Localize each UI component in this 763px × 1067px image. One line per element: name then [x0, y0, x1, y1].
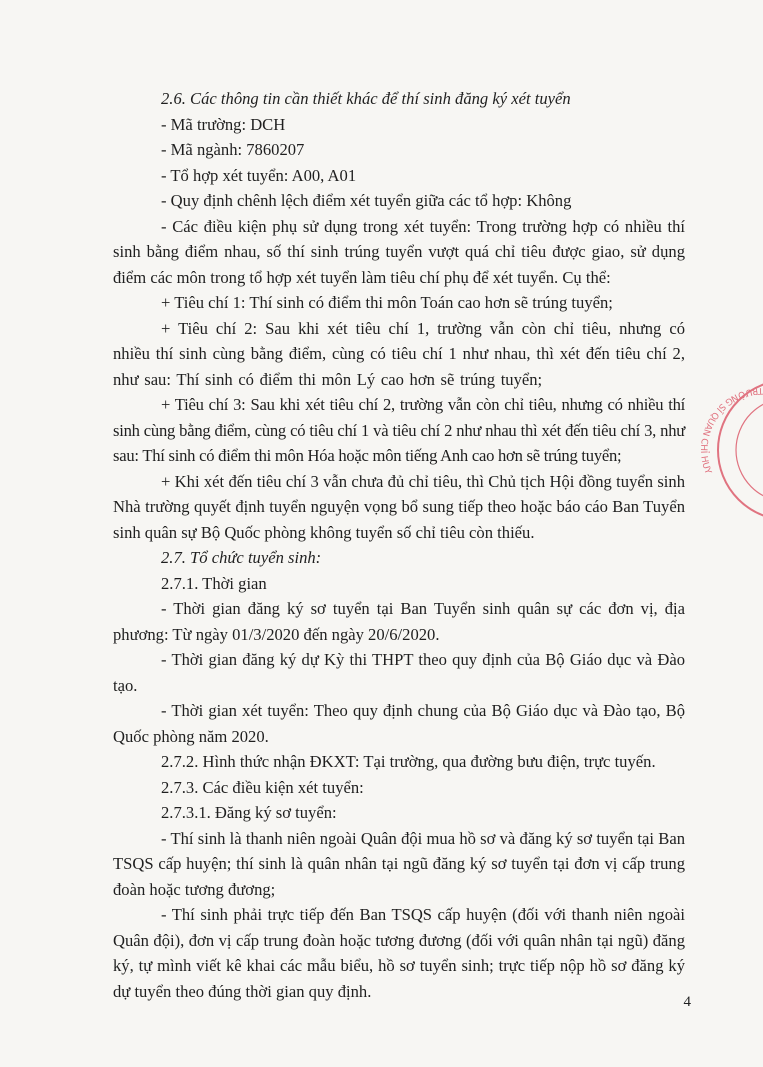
- paragraph-score-difference: - Quy định chênh lệch điểm xét tuyển giữa các tổ hợp: Không: [161, 191, 572, 210]
- paragraph-criterion-1: + Tiêu chí 1: Thí sinh có điểm thi môn Toán cao hơn sẽ trúng tuyển;: [161, 293, 613, 312]
- paragraph-direct-registration: - Thí sinh phải trực tiếp đến Ban TSQS cấp huyện (đối với thanh niên ngoài Quân đội), đơn vị cấp trung đoàn hoặc tương đương (đối với quân nhân tại ngũ) đăng ký, tự mình viết kê khai các mẫu biểu, hồ sơ tuyển sinh; trực tiếp nộp hồ sơ đăng ký dự tuyển theo đúng thời gian quy định.: [113, 905, 685, 1001]
- paragraph-subject-combination: - Tổ hợp xét tuyển: A00, A01: [161, 165, 357, 185]
- subheading-2-7-3-1: 2.7.3.1. Đăng ký sơ tuyển:: [161, 803, 337, 822]
- paragraph-criterion-2: + Tiêu chí 2: Sau khi xét tiêu chí 1, trường vẫn còn chỉ tiêu, nhưng có nhiều thí sinh cùng bằng điểm, cùng có tiêu chí 1 như nhau, thì xét đến tiêu chí 2, như sau: Thí sinh có điểm thi môn Lý cao hơn sẽ trúng tuyển;: [113, 318, 685, 389]
- paragraph-civilian-registration: - Thí sinh là thanh niên ngoài Quân đội mua hồ sơ và đăng ký sơ tuyển tại Ban TSQS cấp huyện; thí sinh là quân nhân tại ngũ đăng ký sơ tuyển tại đơn vị cấp trung đoàn hoặc tương đương;: [113, 828, 685, 899]
- section-heading-2-7: 2.7. Tổ chức tuyển sinh:: [161, 548, 322, 567]
- paragraph-criterion-shortfall: + Khi xét đến tiêu chí 3 vẫn chưa đủ chỉ tiêu, thì Chủ tịch Hội đồng tuyển sinh Nhà trường quyết định tuyển nguyện vọng bổ sung tiếp theo hoặc báo cáo Ban Tuyển sinh quân sự Bộ Quốc phòng không tuyển số chỉ tiêu còn thiếu.: [113, 471, 685, 542]
- seal-text: TRƯỜNG SĨ QUAN CHỈ HUY: [697, 384, 763, 476]
- document-body: [113, 86, 685, 1004]
- paragraph-exam-registration-time: - Thời gian đăng ký dự Kỳ thi THPT theo quy định của Bộ Giáo dục và Đào tạo.: [113, 650, 685, 695]
- paragraph-submission-method: 2.7.2. Hình thức nhận ĐKXT: Tại trường, qua đường bưu điện, trực tuyến.: [161, 752, 656, 771]
- paragraph-major-code: - Mã ngành: 7860207: [161, 140, 305, 159]
- paragraph-admission-time: - Thời gian xét tuyển: Theo quy định chung của Bộ Giáo dục và Đào tạo, Bộ Quốc phòng năm 2020.: [113, 701, 685, 746]
- paragraph-school-code: - Mã trường: DCH: [161, 114, 286, 134]
- paragraph-preliminary-registration-time: - Thời gian đăng ký sơ tuyển tại Ban Tuyển sinh quân sự các đơn vị, địa phương: Từ ngày 01/3/2020 đến ngày 20/6/2020.: [113, 599, 685, 644]
- page-number: 4: [683, 994, 691, 1010]
- subheading-2-7-3: 2.7.3. Các điều kiện xét tuyển:: [161, 777, 364, 797]
- subheading-2-7-1: 2.7.1. Thời gian: [161, 573, 267, 593]
- paragraph-auxiliary-conditions: - Các điều kiện phụ sử dụng trong xét tuyển: Trong trường hợp có nhiều thí sinh bằng điểm nhau, số thí sinh trúng tuyển vượt quá chỉ tiêu được giao, sử dụng điểm các môn trong tổ hợp xét tuyển làm tiêu chí phụ để xét tuyển. Cụ thể:: [113, 216, 685, 287]
- official-seal-stamp: [693, 378, 763, 528]
- section-heading-2-6: 2.6. Các thông tin cần thiết khác để thí sinh đăng ký xét tuyển: [161, 89, 571, 108]
- paragraph-criterion-3: + Tiêu chí 3: Sau khi xét tiêu chí 2, trường vẫn còn chỉ tiêu, nhưng có nhiều thí sinh cùng bằng điểm, cùng có tiêu chí 1 và tiêu chí 2 như nhau thì xét đến tiêu chí 3, như sau: Thí sinh có điểm thi môn Hóa hoặc môn tiếng Anh cao hơn sẽ trúng tuyển;: [113, 395, 685, 465]
